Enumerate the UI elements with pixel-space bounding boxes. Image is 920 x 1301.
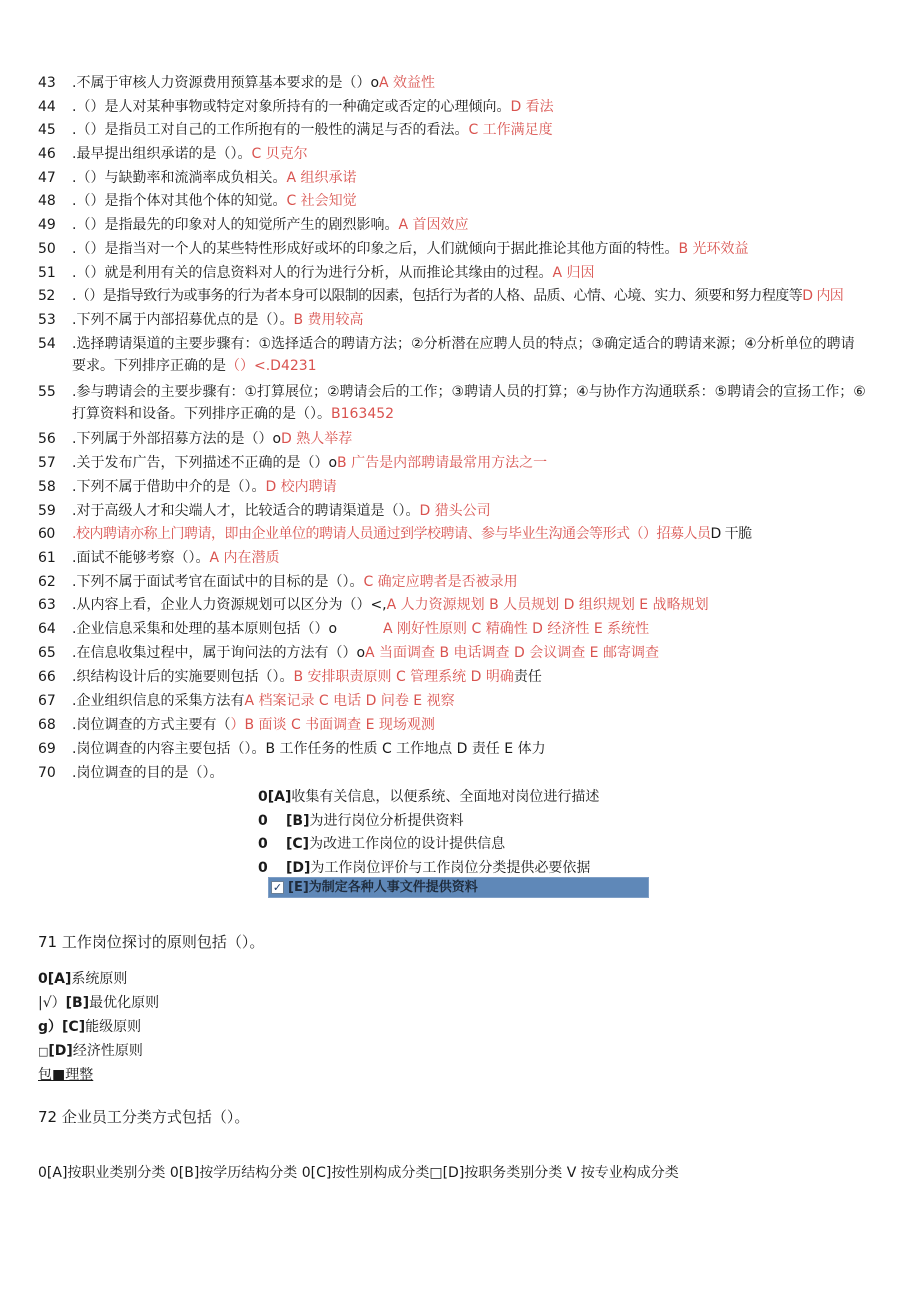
question-number: 47 xyxy=(38,170,56,186)
question-69 xyxy=(38,738,546,760)
question-number: 54 xyxy=(38,336,56,352)
q71-option-c[interactable] xyxy=(38,1016,141,1038)
question-text: .面试不能够考察（）。 xyxy=(72,550,210,566)
q70-option-a[interactable] xyxy=(258,786,599,808)
question-52 xyxy=(38,285,843,307)
question-66 xyxy=(38,666,542,688)
question-54 xyxy=(38,333,868,377)
question-44 xyxy=(38,96,554,118)
question-text: .（）就是利用有关的信息资料对人的行为进行分析，从而推论其缘由的过程。 xyxy=(72,265,553,281)
q70-option-d[interactable] xyxy=(258,857,590,879)
question-43 xyxy=(38,72,435,94)
question-text: .（）是指员工对自己的工作所抱有的一般性的满足与否的看法。 xyxy=(72,122,469,138)
question-49 xyxy=(38,214,468,236)
question-answer: B 安排职责原则 C 管理系统 D 明确 xyxy=(293,669,514,685)
option-mark: 0 xyxy=(258,813,268,829)
question-answer: B163452 xyxy=(331,406,395,422)
option-mark: g） xyxy=(38,1019,63,1035)
question-number: 45 xyxy=(38,122,56,138)
question-number: 70 xyxy=(38,765,56,781)
question-answer: D 看法 xyxy=(510,99,554,115)
option-text: 系统原则 xyxy=(71,971,128,987)
option-label: [C] xyxy=(62,1019,86,1035)
q71-title: 71 工作岗位探讨的原则包括（）。 xyxy=(38,933,265,951)
question-answer: A 组织承诺 xyxy=(286,170,357,186)
question-67 xyxy=(38,690,455,712)
question-answer: ）B 面谈 C 书面调查 E 现场观测 xyxy=(230,717,435,733)
question-text: .岗位调查的内容主要包括（）。B 工作任务的性质 C 工作地点 D 责任 E 体力 xyxy=(72,741,546,757)
question-text: .（）是指个体对其他个体的知觉。 xyxy=(72,193,287,209)
option-text: 能级原则 xyxy=(85,1019,142,1035)
question-59 xyxy=(38,500,491,522)
question-answer: B 光环效益 xyxy=(678,241,749,257)
question-answer: A 首因效应 xyxy=(398,217,469,233)
question-text: .在信息收集过程中，属于询问法的方法有（）o xyxy=(72,645,366,661)
question-number: 67 xyxy=(38,693,56,709)
option-text: 最优化原则 xyxy=(89,995,160,1011)
question-text: .岗位调查的方式主要有（ xyxy=(72,717,231,733)
question-number: 48 xyxy=(38,193,56,209)
question-answer: A 刚好性原则 C 精确性 D 经济性 E 系统性 xyxy=(383,621,650,637)
question-number: 60 xyxy=(38,526,55,542)
question-text: .下列不属于借助中介的是（）。 xyxy=(72,479,266,495)
option-label: [C] xyxy=(286,836,310,852)
option-mark: 0 xyxy=(258,860,268,876)
question-number: 59 xyxy=(38,503,56,519)
checkbox-checked-icon[interactable]: ✓ xyxy=(272,881,283,894)
question-answer: A 人力资源规划 B 人员规划 D 组织规划 E 战略规划 xyxy=(386,597,709,613)
question-answer: D 猎头公司 xyxy=(419,503,491,519)
question-answer: A 归因 xyxy=(552,265,595,281)
question-57 xyxy=(38,452,547,474)
question-answer: C 确定应聘者是否被录用 xyxy=(363,574,518,590)
question-number: 68 xyxy=(38,717,56,733)
question-46 xyxy=(38,143,308,165)
question-number: 64 xyxy=(38,621,56,637)
question-68 xyxy=(38,714,435,736)
option-text: 为工作岗位评价与工作岗位分类提供必要依据 xyxy=(310,860,591,876)
q71-option-d[interactable] xyxy=(38,1040,143,1063)
question-64 xyxy=(38,618,649,640)
question-number: 55 xyxy=(38,384,56,400)
question-text: .下列属于外部招募方法的是（）o xyxy=(72,431,282,447)
question-text: .对于高级人才和尖端人才，比较适合的聘请渠道是（）。 xyxy=(72,503,420,519)
question-61 xyxy=(38,547,279,569)
question-text: .（）是指最先的印象对人的知觉所产生的剧烈影响。 xyxy=(72,217,399,233)
option-label: [B] xyxy=(286,813,310,829)
question-answer: D 熟人举荐 xyxy=(281,431,353,447)
q70-option-c[interactable] xyxy=(258,833,505,855)
question-60 xyxy=(38,523,752,545)
question-56 xyxy=(38,428,352,450)
question-number: 65 xyxy=(38,645,56,661)
q72-title: 72 企业员工分类方式包括（）。 xyxy=(38,1108,250,1126)
question-55 xyxy=(38,381,868,425)
question-answer: D 内因 xyxy=(802,288,844,304)
question-answer: A 档案记录 C 电话 D 问卷 E 视察 xyxy=(244,693,455,709)
question-number: 69 xyxy=(38,741,56,757)
question-text: .下列不属于内部招募优点的是（）。 xyxy=(72,312,294,328)
q72-options-line: 0[A]按职业类别分类 0[B]按学历结构分类 0[C]按性别构成分类□[D]按职务类别分类 V 按专业构成分类 xyxy=(38,1165,679,1181)
option-label: [D] xyxy=(286,860,311,876)
question-text: .不属于审核人力资源费用预算基本要求的是（）o xyxy=(72,75,380,91)
option-text: 经济性原则 xyxy=(72,1043,143,1059)
question-text: .（）是指导致行为或事务的行为者本身可以限制的因素，包括行为者的人格、品质、心情、心境、实力、须要和努力程度等 xyxy=(72,288,803,304)
option-text: [E]为制定各种人事文件提供资料 xyxy=(288,880,478,895)
question-number: 46 xyxy=(38,146,56,162)
question-answer: C 贝克尔 xyxy=(251,146,308,162)
question-text: .（）是人对某种事物或特定对象所持有的一种确定或否定的心理倾向。 xyxy=(72,99,511,115)
option-label: [B] xyxy=(65,995,90,1011)
question-text: .岗位调查的目的是（）。 xyxy=(72,765,224,781)
question-answer: D 校内聘请 xyxy=(265,479,337,495)
option-mark: 0 xyxy=(38,971,48,987)
question-body xyxy=(38,381,868,425)
question-number: 50 xyxy=(38,241,56,257)
question-answer: A 当面调查 B 电话调查 D 会议调查 E 邮寄调查 xyxy=(365,645,659,661)
question-number: 58 xyxy=(38,479,56,495)
question-answer: B 广告是内部聘请最常用方法之一 xyxy=(337,455,548,471)
question-text: .下列不属于面试考官在面试中的目标的是（）。 xyxy=(72,574,364,590)
question-47 xyxy=(38,167,356,189)
option-text: 为改进工作岗位的设计提供信息 xyxy=(309,836,506,852)
question-answer: （）<.D4231 xyxy=(226,358,317,374)
option-mark: |√） xyxy=(38,995,66,1011)
question-number: 49 xyxy=(38,217,56,233)
question-number: 43 xyxy=(38,75,56,91)
question-text: .企业组织信息的采集方法有 xyxy=(72,693,245,709)
question-text: .（）与缺勤率和流淌率成负相关。 xyxy=(72,170,287,186)
question-number: 53 xyxy=(38,312,56,328)
question-53 xyxy=(38,309,364,331)
q71-option-b[interactable] xyxy=(38,992,159,1014)
option-label: [D] xyxy=(48,1043,73,1059)
question-text: .织结构设计后的实施要则包括（）。 xyxy=(72,669,294,685)
question-63 xyxy=(38,594,709,616)
question-number: 44 xyxy=(38,99,56,115)
question-body xyxy=(38,333,868,377)
question-text: .企业信息采集和处理的基本原则包括（）o xyxy=(72,621,338,637)
question-answer: A 效益性 xyxy=(379,75,436,91)
question-text: .选择聘请渠道的主要步骤有：①选择适合的聘请方法；②分析潜在应聘人员的特点；③确定适合的聘请来源；④分析单位的聘请要求。下列排序正确的是 xyxy=(72,336,855,374)
question-number: 62 xyxy=(38,574,56,590)
question-answer: A 内在潜质 xyxy=(209,550,280,566)
question-65 xyxy=(38,642,659,664)
option-label: [A] xyxy=(47,971,72,987)
question-58 xyxy=(38,476,337,498)
question-answer: .校内聘请亦称上门聘请，即由企业单位的聘请人员通过到学校聘请、参与毕业生沟通会等形式（）招募人员 xyxy=(72,526,711,542)
question-text: .关于发布广告，下列描述不正确的是（）o xyxy=(72,455,338,471)
q71-extra-text: 包■理整 xyxy=(38,1067,94,1083)
question-number: 63 xyxy=(38,597,56,613)
question-answer: C 社会知觉 xyxy=(286,193,357,209)
question-number: 52 xyxy=(38,288,55,304)
question-text: .（）是指当对一个人的某些特性形成好或坏的印象之后，人们就倾向于据此推论其他方面的特性。 xyxy=(72,241,679,257)
question-62 xyxy=(38,571,518,593)
question-number: 51 xyxy=(38,265,56,281)
question-number: 66 xyxy=(38,669,56,685)
question-text: .最早提出组织承诺的是（）。 xyxy=(72,146,252,162)
question-50 xyxy=(38,238,749,260)
q70-option-e-selected[interactable] xyxy=(268,877,649,898)
q70-option-b[interactable] xyxy=(258,810,463,832)
option-label: [A] xyxy=(267,789,292,805)
option-text: 收集有关信息，以便系统、全面地对岗位进行描述 xyxy=(291,789,600,805)
question-45 xyxy=(38,119,553,141)
question-answer: B 费用较高 xyxy=(293,312,364,328)
option-mark: 0 xyxy=(258,789,268,805)
question-answer-tail: D 干脆 xyxy=(710,526,752,542)
question-70 xyxy=(38,762,223,784)
question-number: 57 xyxy=(38,455,56,471)
question-text: .参与聘请会的主要步骤有：①打算展位；②聘请会后的工作；③聘请人员的打算；④与协作方沟通联系：⑤聘请会的宣扬工作；⑥打算资料和设备。下列排序正确的是（）。 xyxy=(72,384,866,422)
option-mark: 0 xyxy=(258,836,268,852)
question-number: 56 xyxy=(38,431,56,447)
question-48 xyxy=(38,190,357,212)
option-mark: □ xyxy=(38,1045,49,1058)
option-text: 为进行岗位分析提供资料 xyxy=(309,813,464,829)
question-text: .从内容上看，企业人力资源规划可以区分为（）<, xyxy=(72,597,387,613)
question-number: 61 xyxy=(38,550,56,566)
question-answer-tail: 责任 xyxy=(513,669,542,685)
q71-option-a[interactable] xyxy=(38,968,127,990)
question-51 xyxy=(38,262,594,284)
question-answer: C 工作满足度 xyxy=(468,122,553,138)
